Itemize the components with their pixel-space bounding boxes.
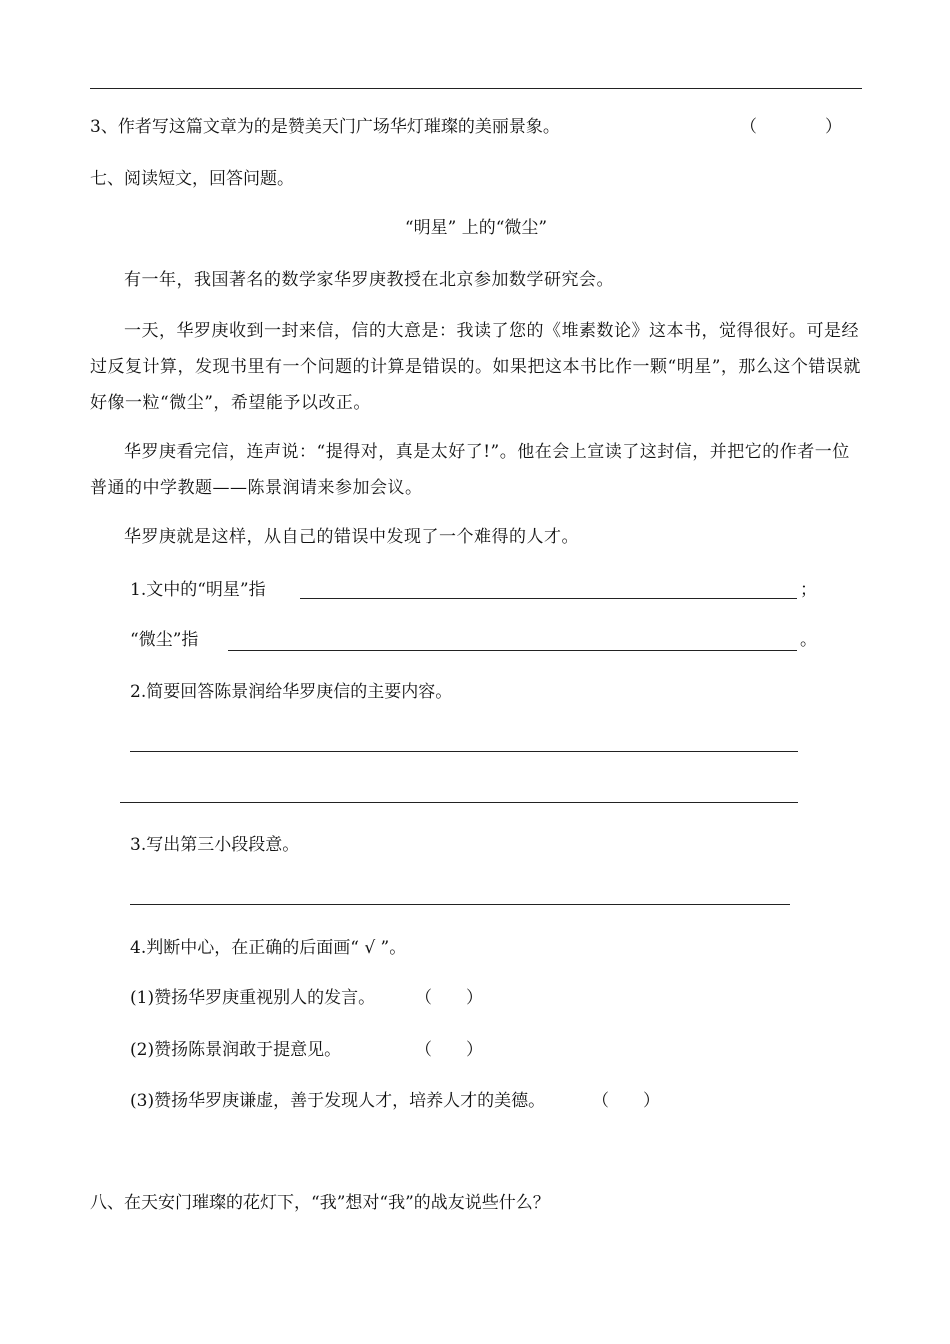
answer-line-3[interactable]: [130, 904, 790, 905]
q4-option-3: (3)赞扬华罗庚谦虚，善于发现人才，培养人才的美德。: [130, 1091, 546, 1111]
question-4: 4.判断中心，在正确的后面画“ √ ”。: [130, 938, 407, 958]
question-1-end-a: ；: [800, 580, 817, 600]
answer-line-2b[interactable]: [120, 802, 798, 803]
passage-paragraph-4: 华罗庚就是这样，从自己的错误中发现了一个难得的人才。: [124, 527, 579, 547]
question-1-label-b: “微尘”指: [130, 630, 199, 650]
q4-option-3-paren[interactable]: （ ）: [592, 1091, 660, 1111]
answer-blank-1b[interactable]: [228, 650, 797, 651]
question-2: 2.简要回答陈景润给华罗庚信的主要内容。: [130, 682, 453, 702]
judge-question-3-paren: （ ）: [740, 117, 842, 137]
question-1-label-a: 1.文中的“明星”指: [130, 580, 266, 600]
q4-option-2-paren[interactable]: （ ）: [415, 1040, 483, 1060]
question-1-end-b: 。: [800, 630, 817, 650]
passage-paragraph-3: 华罗庚看完信，连声说：“提得对，真是太好了!”。他在会上宣读了这封信，并把它的作者一位普通的中学教题——陈景润请来参加会议。: [90, 442, 850, 498]
judge-question-3: [90, 117, 560, 137]
q4-option-2: (2)赞扬陈景润敢于提意见。: [130, 1040, 342, 1060]
passage-paragraph-2: 一天，华罗庚收到一封来信，信的大意是：我读了您的《堆素数论》这本书，觉得很好。可是经过反复计算，发现书里有一个问题的计算是错误的。如果把这本书比作一颗“明星”，那么这个错误就好像一粒“微尘”，希望能予以改正。: [90, 321, 861, 413]
answer-blank-1a[interactable]: [300, 598, 797, 599]
header-rule: [90, 88, 862, 89]
q4-option-1-paren[interactable]: （ ）: [415, 988, 483, 1008]
section-7-heading: 七、阅读短文，回答问题。: [90, 169, 294, 189]
question-3: 3.写出第三小段段意。: [130, 835, 300, 855]
passage-paragraph-1: 有一年，我国著名的数学家华罗庚教授在北京参加数学研究会。: [124, 270, 614, 290]
judge-question-3-text: 3、作者写这篇文章为的是赞美天门广场华灯璀璨的美丽景象。: [90, 117, 560, 137]
q4-option-1: (1)赞扬华罗庚重视别人的发言。: [130, 988, 376, 1008]
section-8-heading: 八、在天安门璀璨的花灯下，“我”想对“我”的战友说些什么？: [90, 1193, 550, 1213]
passage-title: “明星” 上的“微尘”: [404, 218, 548, 238]
answer-line-2a[interactable]: [130, 751, 798, 752]
